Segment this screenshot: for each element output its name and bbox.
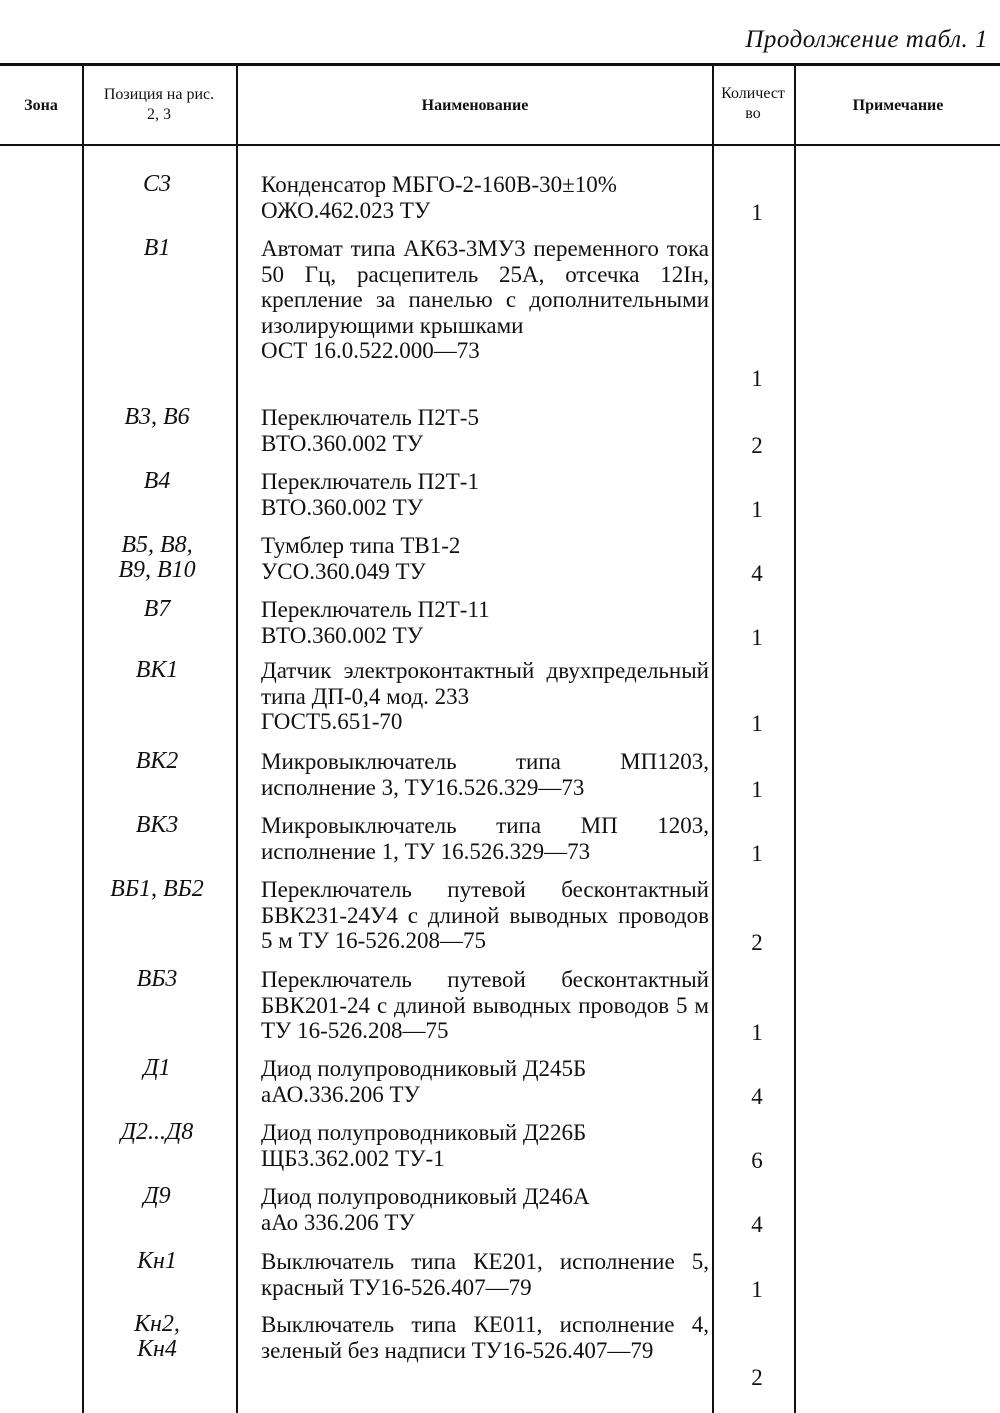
position-cell: С3 [142,171,171,197]
position-cell: Кн2, Кн4 [134,1311,180,1362]
header-top-rule [0,63,1000,66]
position-cell: В3, В6 [124,404,190,430]
name-cell: Выключатель типа КЕ011, исполнение 4, зеленый без надписи ТУ16-526.407—79 [261,1312,709,1363]
quantity-cell: 1 [751,840,763,866]
quantity-cell: 1 [751,199,763,225]
position-cell: Д1 [143,1055,171,1081]
quantity-cell: 4 [751,1211,763,1237]
table-continuation-caption: Продолжение табл. 1 [745,26,988,53]
column-divider [82,66,84,1413]
quantity-cell: 1 [751,624,763,650]
name-cell: Микровыключатель типа МП1203, исполнение 3, ТУ16.526.329—73 [261,749,709,800]
name-cell: Датчик электроконтактный двухпредельный типа ДП-0,4 мод. 233 ГОСТ5.651-70 [261,658,709,734]
header-quantity: Количество [721,85,785,122]
name-cell: Переключатель путевой бесконтактный БВК231-24У4 с длиной выводных проводов 5 м ТУ 16-526.208—75 [261,877,709,953]
quantity-cell: 1 [751,365,763,391]
header-zone: Зона [24,97,58,114]
name-cell: Микровыключатель типа МП 1203, исполнение 1, ТУ 16.526.329—73 [261,813,709,864]
name-cell: Переключатель путевой бесконтактный БВК201-24 с длиной выводных проводов 5 м ТУ 16-526.208—75 [261,967,709,1043]
quantity-cell: 4 [751,560,763,586]
header-position: Позиция на рис. 2, 3 [103,86,215,123]
quantity-cell: 4 [751,1083,763,1109]
position-cell: ВК2 [135,748,179,774]
quantity-cell: 2 [751,432,763,458]
position-cell: В4 [143,468,171,494]
position-cell: В1 [143,235,171,261]
quantity-cell: 1 [751,1276,763,1302]
position-cell: В7 [143,596,171,622]
name-cell: Диод полупроводниковый Д226Б ЩБ3.362.002 ТУ-1 [261,1120,587,1171]
position-cell: В5, В8, В9, В10 [118,532,196,583]
position-cell: ВК1 [135,657,179,683]
name-cell: Переключатель П2Т-11 ВТО.360.002 ТУ [261,597,490,648]
name-cell: Переключатель П2Т-5 ВТО.360.002 ТУ [261,405,479,456]
name-cell: Переключатель П2Т-1 ВТО.360.002 ТУ [261,469,479,520]
position-cell: Д9 [143,1183,171,1209]
name-cell: Диод полупроводниковый Д245Б аАО.336.206 ТУ [261,1056,587,1107]
position-cell: Кн1 [137,1248,177,1274]
position-cell: ВБ1, ВБ2 [110,876,204,902]
quantity-cell: 1 [751,496,763,522]
name-cell: Тумблер типа ТВ1-2 УСО.360.049 ТУ [261,533,461,584]
header-note: Примечание [852,97,944,114]
position-cell: ВК3 [135,812,179,838]
quantity-cell: 6 [751,1147,763,1173]
column-divider [712,66,714,1413]
name-cell: Автомат типа АК63-3МУ3 переменного тока 50 Гц, расцепитель 25А, отсечка 12Iн, крепление за панелью с дополнительными изолирующими крышками ОСТ 16.0.522.000—73 [261,236,709,363]
column-divider [236,66,238,1413]
quantity-cell: 1 [751,1020,763,1045]
header-bottom-rule [0,144,1000,146]
quantity-cell: 2 [751,930,763,955]
position-cell: ВБ3 [136,966,178,992]
name-cell: Выключатель типа КЕ201, исполнение 5, красный ТУ16-526.407—79 [261,1249,709,1300]
quantity-cell: 1 [751,711,763,736]
quantity-cell: 1 [751,776,763,802]
header-name: Наименование [421,97,529,114]
name-cell: Конденсатор МБГО-2-160В-30±10% ОЖО.462.023 ТУ [261,172,617,223]
position-cell: Д2...Д8 [120,1119,194,1145]
quantity-cell: 2 [751,1365,763,1390]
name-cell: Диод полупроводниковый Д246А аАо 336.206 ТУ [261,1184,590,1235]
